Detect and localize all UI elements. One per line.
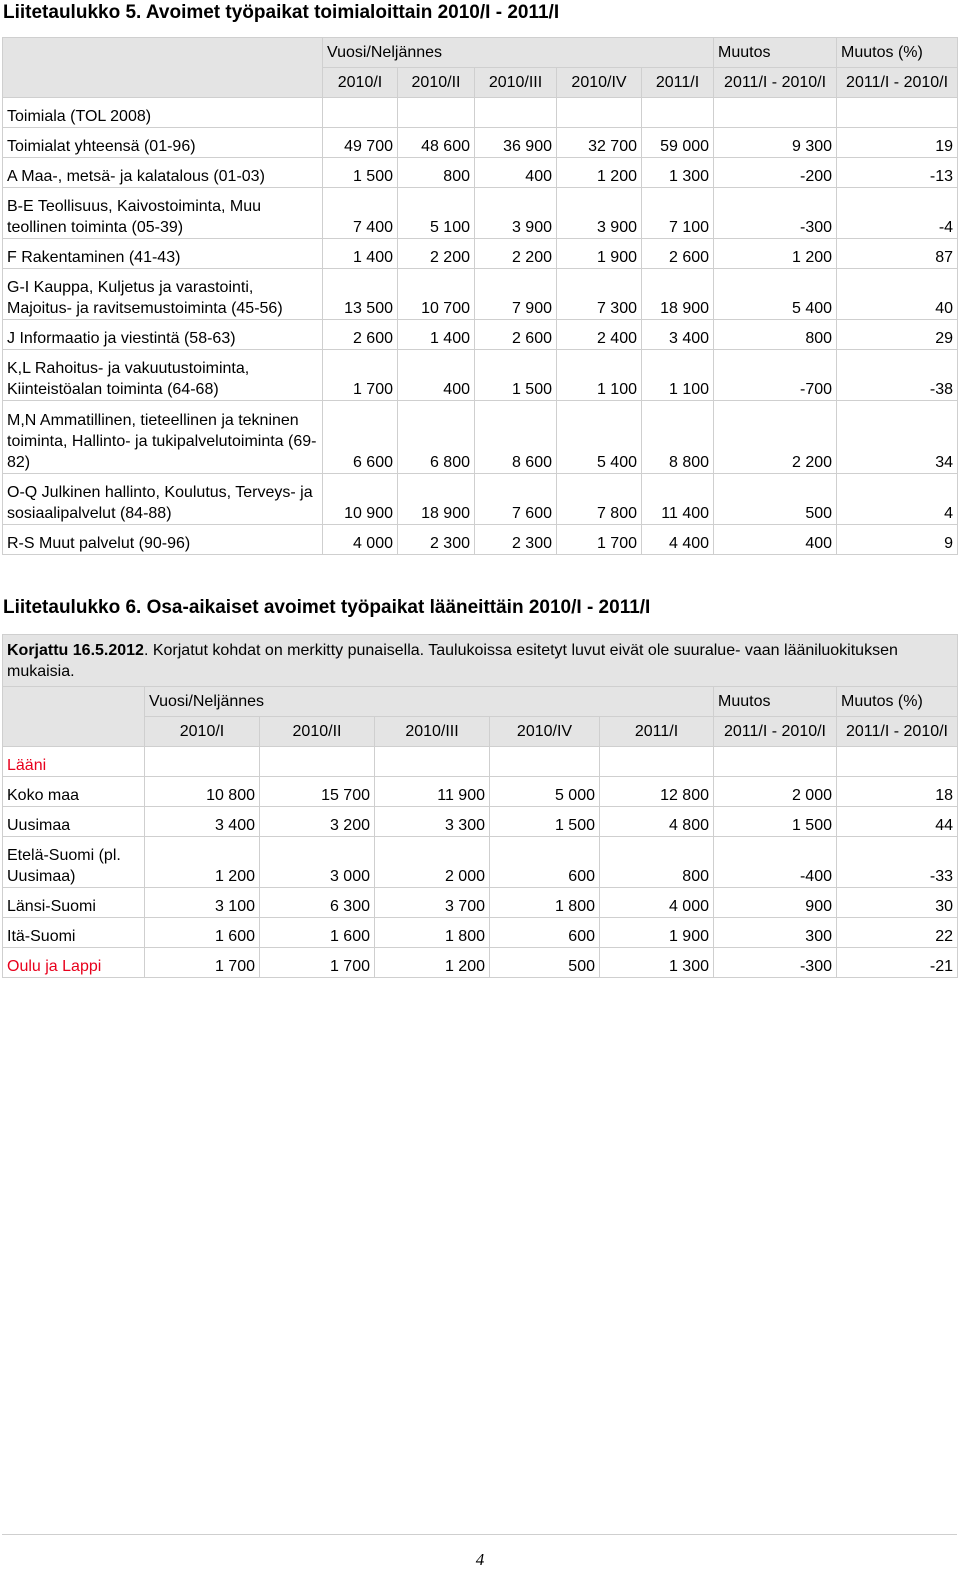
table6-row-header: Lääni xyxy=(3,747,145,777)
cell: -300 xyxy=(714,948,837,978)
row-label: Itä-Suomi xyxy=(3,918,145,948)
cell: 3 100 xyxy=(145,888,260,918)
cell: 1 600 xyxy=(145,918,260,948)
cell: 1 100 xyxy=(557,350,642,401)
cell: 500 xyxy=(490,948,600,978)
row-label: J Informaatio ja viestintä (58-63) xyxy=(3,320,323,350)
cell: 1 700 xyxy=(557,525,642,555)
correction-date: Korjattu 16.5.2012 xyxy=(7,641,144,659)
table5-col-header: 2010/I xyxy=(323,68,398,98)
cell: 800 xyxy=(398,158,475,188)
table6-row-header-row xyxy=(3,747,958,777)
cell: 7 800 xyxy=(557,474,642,525)
cell: 18 900 xyxy=(398,474,475,525)
table-row xyxy=(3,239,958,269)
cell: 1 200 xyxy=(375,948,490,978)
cell: 1 100 xyxy=(642,350,714,401)
cell: 8 600 xyxy=(475,401,557,474)
cell: 10 700 xyxy=(398,269,475,320)
cell: 800 xyxy=(714,320,837,350)
cell: -13 xyxy=(837,158,958,188)
table-row xyxy=(3,777,958,807)
cell: 1 200 xyxy=(714,239,837,269)
cell: 5 400 xyxy=(714,269,837,320)
row-label: F Rakentaminen (41-43) xyxy=(3,239,323,269)
table5-title: Liitetaulukko 5. Avoimet työpaikat toimialoittain 2010/I - 2011/I xyxy=(3,2,560,23)
cell: 3 300 xyxy=(375,807,490,837)
table-row xyxy=(3,269,958,320)
cell: 4 000 xyxy=(600,888,714,918)
cell: 13 500 xyxy=(323,269,398,320)
table-row xyxy=(3,128,958,158)
cell: 600 xyxy=(490,837,600,888)
row-label: A Maa-, metsä- ja kalatalous (01-03) xyxy=(3,158,323,188)
cell: 2 000 xyxy=(375,837,490,888)
cell: 36 900 xyxy=(475,128,557,158)
table5-col-header: 2011/I - 2010/I xyxy=(837,68,958,98)
cell: 500 xyxy=(714,474,837,525)
table-row xyxy=(3,158,958,188)
cell: 32 700 xyxy=(557,128,642,158)
row-label: M,N Ammatillinen, tieteellinen ja tekninen toiminta, Hallinto- ja tukipalvelutoiminta (69-82) xyxy=(3,401,323,474)
table5 xyxy=(2,37,958,555)
cell: 5 400 xyxy=(557,401,642,474)
cell: 1 400 xyxy=(398,320,475,350)
table-row xyxy=(3,188,958,239)
cell: 87 xyxy=(837,239,958,269)
row-label: R-S Muut palvelut (90-96) xyxy=(3,525,323,555)
row-label: Toimialat yhteensä (01-96) xyxy=(3,128,323,158)
cell: 1 400 xyxy=(323,239,398,269)
row-label: O-Q Julkinen hallinto, Koulutus, Terveys- ja sosiaalipalvelut (84-88) xyxy=(3,474,323,525)
cell: 1 700 xyxy=(323,350,398,401)
cell: 1 800 xyxy=(375,918,490,948)
cell: 2 600 xyxy=(642,239,714,269)
cell: 2 200 xyxy=(398,239,475,269)
cell: -38 xyxy=(837,350,958,401)
table5-col-header: 2010/III xyxy=(475,68,557,98)
table6-col-header: 2010/II xyxy=(260,717,375,747)
table6-note-row xyxy=(3,635,958,687)
table5-col-header: 2010/IV xyxy=(557,68,642,98)
table-row xyxy=(3,948,958,978)
table5-change-header: Muutos xyxy=(714,38,837,68)
cell: 48 600 xyxy=(398,128,475,158)
table6-col-header: 2011/I xyxy=(600,717,714,747)
cell: 1 600 xyxy=(260,918,375,948)
cell: 18 900 xyxy=(642,269,714,320)
table6-group-header-row xyxy=(3,687,958,717)
cell: 6 300 xyxy=(260,888,375,918)
table5-col-header: 2010/II xyxy=(398,68,475,98)
cell: 400 xyxy=(398,350,475,401)
row-label: Koko maa xyxy=(3,777,145,807)
cell: 1 900 xyxy=(557,239,642,269)
cell: -700 xyxy=(714,350,837,401)
cell: 1 300 xyxy=(600,948,714,978)
cell: 800 xyxy=(600,837,714,888)
row-label: Länsi-Suomi xyxy=(3,888,145,918)
table-row xyxy=(3,888,958,918)
row-label: Uusimaa xyxy=(3,807,145,837)
cell: 5 000 xyxy=(490,777,600,807)
cell: 3 900 xyxy=(557,188,642,239)
cell: 2 600 xyxy=(323,320,398,350)
cell: 1 800 xyxy=(490,888,600,918)
cell: 2 300 xyxy=(475,525,557,555)
cell: 5 100 xyxy=(398,188,475,239)
cell: 900 xyxy=(714,888,837,918)
cell: 18 xyxy=(837,777,958,807)
cell: 8 800 xyxy=(642,401,714,474)
cell: 7 300 xyxy=(557,269,642,320)
table5-period-header: Vuosi/Neljännes xyxy=(323,38,714,68)
cell: 4 000 xyxy=(323,525,398,555)
table6-col-header: 2011/I - 2010/I xyxy=(714,717,837,747)
cell: -400 xyxy=(714,837,837,888)
footer-divider xyxy=(2,1534,957,1535)
cell: 6 800 xyxy=(398,401,475,474)
table-row xyxy=(3,474,958,525)
row-label: G-I Kauppa, Kuljetus ja varastointi, Majoitus- ja ravitsemustoiminta (45-56) xyxy=(3,269,323,320)
cell: 6 600 xyxy=(323,401,398,474)
cell: 15 700 xyxy=(260,777,375,807)
cell: -200 xyxy=(714,158,837,188)
table-row xyxy=(3,837,958,888)
cell: 7 400 xyxy=(323,188,398,239)
cell: 49 700 xyxy=(323,128,398,158)
table6-title: Liitetaulukko 6. Osa-aikaiset avoimet työpaikat lääneittäin 2010/I - 2011/I xyxy=(3,597,651,618)
cell: 2 600 xyxy=(475,320,557,350)
table6-change-header: Muutos xyxy=(714,687,837,717)
table-row xyxy=(3,525,958,555)
cell: 1 700 xyxy=(145,948,260,978)
cell: 59 000 xyxy=(642,128,714,158)
table-row xyxy=(3,918,958,948)
cell: 2 200 xyxy=(475,239,557,269)
table6-period-header: Vuosi/Neljännes xyxy=(145,687,714,717)
table5-row-header-row xyxy=(3,98,958,128)
table5-col-header: 2011/I - 2010/I xyxy=(714,68,837,98)
correction-text: . Korjatut kohdat on merkitty punaisella. Taulukoissa esitetyt luvut eivät ole suuralue- vaan lääniluokituksen mukaisia. xyxy=(7,641,898,680)
table6-change-pct-header: Muutos (%) xyxy=(837,687,958,717)
cell: 400 xyxy=(714,525,837,555)
cell: 3 700 xyxy=(375,888,490,918)
cell: 11 400 xyxy=(642,474,714,525)
table-row xyxy=(3,320,958,350)
cell: 22 xyxy=(837,918,958,948)
cell: 600 xyxy=(490,918,600,948)
cell: 1 500 xyxy=(490,807,600,837)
cell: 29 xyxy=(837,320,958,350)
cell: 1 300 xyxy=(642,158,714,188)
cell: 4 800 xyxy=(600,807,714,837)
correction-note xyxy=(3,635,958,687)
cell: 400 xyxy=(475,158,557,188)
cell: 1 700 xyxy=(260,948,375,978)
cell: -300 xyxy=(714,188,837,239)
cell: 3 900 xyxy=(475,188,557,239)
cell: 10 800 xyxy=(145,777,260,807)
cell: 2 400 xyxy=(557,320,642,350)
table5-change-pct-header: Muutos (%) xyxy=(837,38,958,68)
table6-col-header: 2010/IV xyxy=(490,717,600,747)
cell: 1 500 xyxy=(323,158,398,188)
cell: 9 300 xyxy=(714,128,837,158)
cell: 300 xyxy=(714,918,837,948)
table5-col-header: 2011/I xyxy=(642,68,714,98)
cell: 9 xyxy=(837,525,958,555)
cell: 1 900 xyxy=(600,918,714,948)
cell: 1 500 xyxy=(714,807,837,837)
cell: -4 xyxy=(837,188,958,239)
cell: 2 300 xyxy=(398,525,475,555)
cell: 10 900 xyxy=(323,474,398,525)
cell: 7 600 xyxy=(475,474,557,525)
cell: 19 xyxy=(837,128,958,158)
table6-col-header: 2010/III xyxy=(375,717,490,747)
cell: 34 xyxy=(837,401,958,474)
cell: 4 xyxy=(837,474,958,525)
table6-corner-cell xyxy=(3,687,145,747)
table6 xyxy=(2,634,958,978)
table5-corner-cell xyxy=(3,38,323,98)
row-label: B-E Teollisuus, Kaivostoiminta, Muu teollinen toiminta (05-39) xyxy=(3,188,323,239)
cell: 3 000 xyxy=(260,837,375,888)
table5-group-header-row xyxy=(3,38,958,68)
table6-column-header-row xyxy=(3,717,958,747)
table-row xyxy=(3,401,958,474)
cell: 2 200 xyxy=(714,401,837,474)
cell: 4 400 xyxy=(642,525,714,555)
cell: 7 900 xyxy=(475,269,557,320)
page-number: 4 xyxy=(475,1550,485,1569)
cell: 1 200 xyxy=(557,158,642,188)
cell: 1 200 xyxy=(145,837,260,888)
row-label: Oulu ja Lappi xyxy=(3,948,145,978)
cell: 3 200 xyxy=(260,807,375,837)
cell: 2 000 xyxy=(714,777,837,807)
row-label: Etelä-Suomi (pl. Uusimaa) xyxy=(3,837,145,888)
table-row xyxy=(3,807,958,837)
row-label: K,L Rahoitus- ja vakuutustoiminta, Kiinteistöalan toiminta (64-68) xyxy=(3,350,323,401)
table6-col-header: 2011/I - 2010/I xyxy=(837,717,958,747)
cell: 40 xyxy=(837,269,958,320)
cell: 1 500 xyxy=(475,350,557,401)
cell: 3 400 xyxy=(642,320,714,350)
table6-col-header: 2010/I xyxy=(145,717,260,747)
cell: 30 xyxy=(837,888,958,918)
cell: 11 900 xyxy=(375,777,490,807)
cell: 12 800 xyxy=(600,777,714,807)
cell: 3 400 xyxy=(145,807,260,837)
cell: 7 100 xyxy=(642,188,714,239)
cell: 44 xyxy=(837,807,958,837)
table-row xyxy=(3,350,958,401)
cell: -21 xyxy=(837,948,958,978)
cell: -33 xyxy=(837,837,958,888)
table5-row-header: Toimiala (TOL 2008) xyxy=(3,98,323,128)
